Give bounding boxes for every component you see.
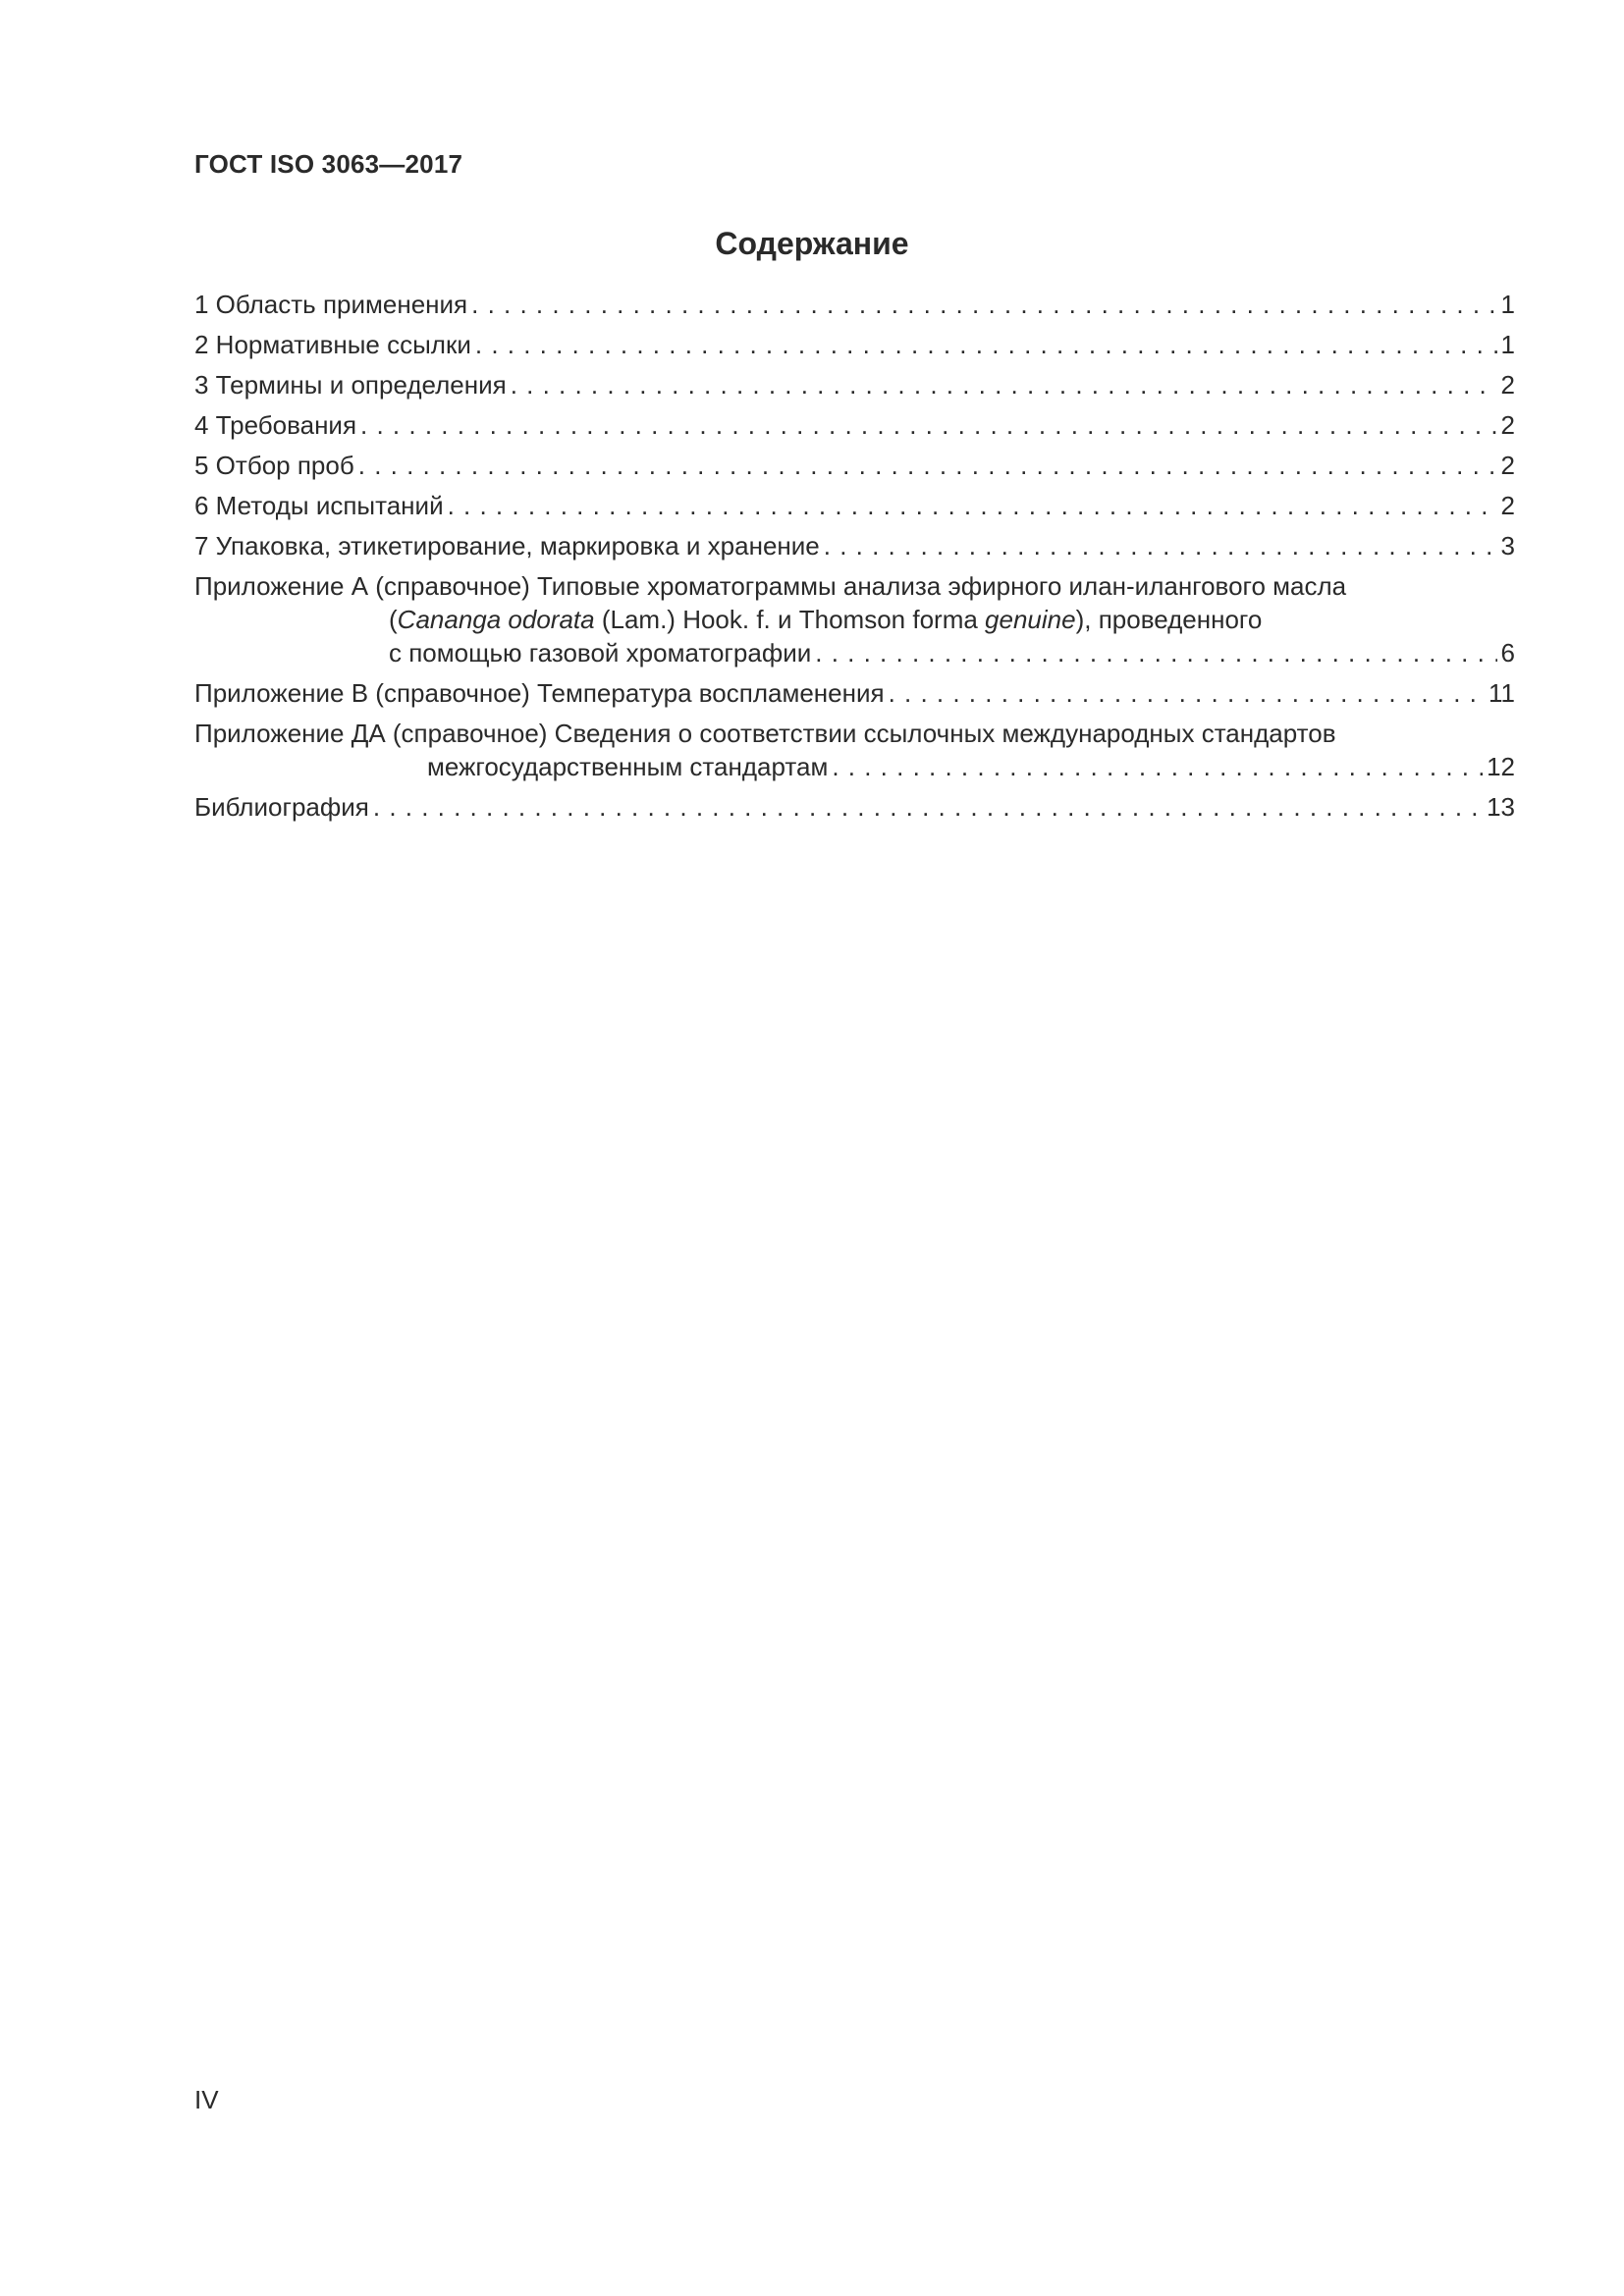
toc-entry-text: 5 Отбор проб bbox=[194, 451, 354, 480]
toc-entry-page: 6 bbox=[1500, 638, 1515, 667]
toc-entry-page: 1 bbox=[1500, 290, 1515, 319]
toc-annex-a-line1[interactable] bbox=[194, 569, 1515, 603]
toc-entry-text: Приложение А (справочное) Типовые хроматограммы анализа эфирного илан-илангового масла bbox=[194, 571, 1347, 601]
toc-entry-page: 12 bbox=[1487, 752, 1515, 781]
toc-entry-text: Приложение ДА (справочное) Сведения о соответствии ссылочных международных стандартов bbox=[194, 719, 1336, 748]
document-code: ГОСТ ISO 3063—2017 bbox=[194, 149, 463, 179]
toc-leader-dots bbox=[511, 368, 1497, 401]
toc-annex-a-line3[interactable] bbox=[194, 636, 1515, 669]
toc-leader-dots bbox=[889, 676, 1485, 710]
toc-entry-page: 2 bbox=[1500, 410, 1515, 440]
toc-leader-dots bbox=[824, 529, 1497, 562]
toc-annex-da-line2[interactable] bbox=[194, 750, 1515, 783]
toc-annex-da-line1[interactable] bbox=[194, 717, 1515, 750]
toc-entry-text: с помощью газовой хроматографии bbox=[389, 638, 812, 667]
toc-entry-text: 4 Требования bbox=[194, 410, 357, 440]
toc-title: Содержание bbox=[715, 226, 909, 261]
toc-entry[interactable] bbox=[194, 408, 1515, 442]
toc-entry-page: 2 bbox=[1500, 370, 1515, 400]
toc-entry[interactable] bbox=[194, 368, 1515, 401]
toc-entry-text: Приложение В (справочное) Температура воспламенения bbox=[194, 678, 885, 708]
toc-entry[interactable] bbox=[194, 449, 1515, 482]
toc-leader-dots bbox=[815, 636, 1496, 669]
toc-entry[interactable] bbox=[194, 328, 1515, 361]
toc-entry-text: Библиография bbox=[194, 792, 369, 822]
toc-leader-dots bbox=[360, 408, 1497, 442]
toc-entry[interactable] bbox=[194, 288, 1515, 321]
toc-entry-page: 2 bbox=[1500, 451, 1515, 480]
species-name-italic: Cananga odorata bbox=[397, 605, 595, 634]
forma-name-italic: genuine bbox=[985, 605, 1076, 634]
toc-entry-text: 6 Методы испытаний bbox=[194, 491, 444, 520]
toc-leader-dots bbox=[358, 449, 1497, 482]
toc-entry-text: (Cananga odorata (Lam.) Hook. f. и Thomson forma genuine), проведенного bbox=[389, 605, 1263, 634]
toc-annex-b[interactable] bbox=[194, 676, 1515, 710]
toc-entry-text: 1 Область применения bbox=[194, 290, 468, 319]
toc-entry-page: 13 bbox=[1487, 792, 1515, 822]
toc-entry-text: 3 Термины и определения bbox=[194, 370, 507, 400]
toc-entry-page: 11 bbox=[1489, 678, 1515, 708]
table-of-contents bbox=[194, 288, 1515, 830]
toc-annex-a-line2[interactable] bbox=[194, 603, 1515, 636]
toc-leader-dots bbox=[448, 489, 1497, 522]
toc-entry-text: 2 Нормативные ссылки bbox=[194, 330, 471, 359]
toc-leader-dots bbox=[475, 328, 1497, 361]
toc-entry-text: межгосударственным стандартам bbox=[427, 752, 829, 781]
toc-entry-text: 7 Упаковка, этикетирование, маркировка и хранение bbox=[194, 531, 820, 561]
toc-bibliography[interactable] bbox=[194, 790, 1515, 824]
toc-entry[interactable] bbox=[194, 489, 1515, 522]
toc-entry[interactable] bbox=[194, 529, 1515, 562]
toc-entry-page: 1 bbox=[1500, 330, 1515, 359]
page-number: IV bbox=[194, 2085, 219, 2114]
toc-leader-dots bbox=[471, 288, 1496, 321]
toc-leader-dots bbox=[832, 750, 1483, 783]
toc-leader-dots bbox=[373, 790, 1483, 824]
toc-entry-page: 2 bbox=[1500, 491, 1515, 520]
toc-entry-page: 3 bbox=[1500, 531, 1515, 561]
